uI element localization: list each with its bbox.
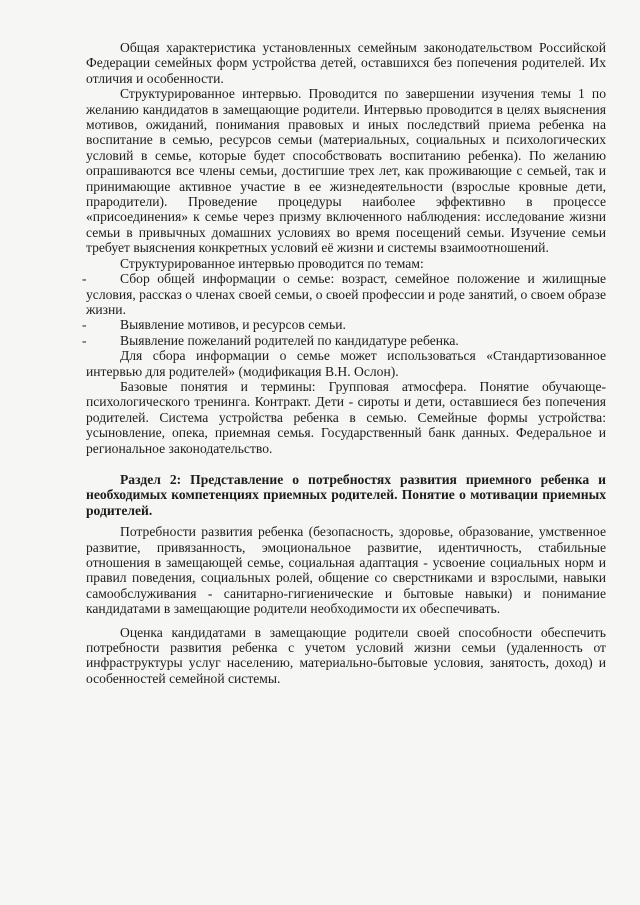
bullet-dash: - — [82, 271, 87, 287]
list-item — [82, 317, 606, 333]
paragraph-standardized-interview: Для сбора информации о семье может использоваться «Стандартизованное интервью для родителей» (модификация В.Н. Ослон). — [86, 348, 606, 379]
paragraph-family-forms: Общая характеристика установленных семейным законодательством Российской Федерации семейных форм устройства детей, оставшихся без попечения родителей. Их отличия и особенности. — [86, 40, 606, 86]
paragraph-self-assessment: Оценка кандидатами в замещающие родители своей способности обеспечить потребности развития ребенка с учетом условий жизни семьи (удаленность от инфраструктуры услуг населению, материально-бытовые условия, занятость, доход) и особенностей семейной системы. — [86, 624, 606, 686]
paragraph-basic-terms: Базовые понятия и термины: Групповая атмосфера. Понятие обучающе-психологического тренинга. Контракт. Дети - сироты и дети, оставшиеся без попечения родителей. Система устройства ребенка в семью. Семейные формы устройства: усыновление, опека, приемная семья. Государственный банк данных. Федеральное и региональное законодательство. — [86, 378, 606, 456]
bullet-dash: - — [82, 317, 87, 333]
list-item-text: Выявление пожеланий родителей по кандидатуре ребенка. — [120, 332, 459, 348]
paragraph-interview-topics: Структурированное интервью проводится по темам: — [120, 255, 424, 271]
section-heading: Раздел 2: Представление о потребностях развития приемного ребенка и необходимых компетенциях приемных родителей. Понятие о мотивации приемных родителей. — [86, 471, 606, 518]
list-item-text: Сбор общей информации о семье: возраст, семейное положение и жилищные условия, рассказ о членах своей семьи, о своей профессии и роде занятий, о своем образе жизни. — [86, 271, 606, 317]
bullet-dash: - — [82, 332, 87, 348]
list-item-text: Выявление мотивов, и ресурсов семьи. — [120, 317, 346, 333]
list-item — [82, 332, 606, 348]
paragraph-child-needs: Потребности развития ребенка (безопасность, здоровье, образование, умственное развитие, привязанность, эмоциональное развитие, идентичность, стабильные отношения в замещающей семье, социальная адаптация - усвоение социальных норм и правил поведения, социальных ролей, общение со сверстниками и взрослыми, навыки самообслуживания - санитарно-гигиенические и бытовые навыки) и понимание кандидатами в замещающие родители необходимости их обеспечивать. — [86, 524, 606, 617]
list-item — [82, 271, 606, 317]
paragraph-structured-interview: Структурированное интервью. Проводится по завершении изучения темы 1 по желанию кандидатов в замещающие родители. Интервью проводится в целях выяснения мотивов, ожиданий, понимания правовых и иных последствий приема ребенка на воспитание в семью, ресурсов семьи (материальных, социальных и психологических условий в семье, которые будет способствовать воспитанию ребенка). По желанию опрашиваются все члены семьи, достигшие трех лет, как проживающие с семьей, так и принимающие активное участие в ее жизнедеятельности (взрослые кровные дети, прародители). Проведение процедуры наиболее эффективно в процессе «присоединения» к семье через призму включенного наблюдения: исследование жизни семьи в привычных домашних условиях во время посещений семьи. Изучение семьи требует выяснения конкретных условий её жизни и системы взаимоотношений. — [86, 86, 606, 256]
